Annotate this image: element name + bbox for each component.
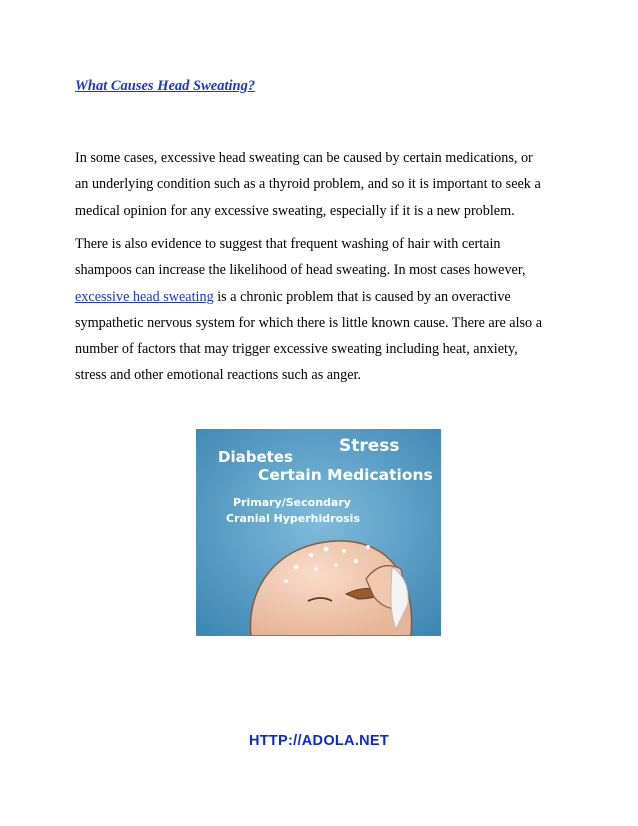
paragraph-text: is a chronic problem that is caused by an overactive — [213, 288, 511, 305]
diabetes-label: Diabetes — [218, 448, 293, 466]
excessive-head-sweating-link[interactable]: excessive head sweating — [75, 288, 214, 305]
paragraph-line: In some cases, excessive head sweating can be caused by certain medications, or — [75, 150, 533, 166]
paragraph-line: an underlying condition such as a thyroid problem, and so it is important to seek a — [75, 176, 541, 193]
primary-secondary-label: Primary/Secondary — [233, 496, 351, 509]
paragraph-line: number of factors that may trigger excessive sweating including heat, anxiety, — [75, 341, 518, 358]
paragraph-line: There is also evidence to suggest that frequent washing of hair with certain — [75, 236, 501, 252]
paragraph-line: stress and other emotional reactions such as anger. — [75, 367, 362, 384]
paragraph-line: sympathetic nervous system for which there is little known cause. There are also a — [75, 314, 542, 331]
paragraph-other-causes — [75, 231, 575, 389]
stress-label: Stress — [339, 436, 400, 456]
paragraph-line: medical opinion for any excessive sweating, especially if it is a new problem. — [75, 202, 515, 219]
medications-label: Certain Medications — [258, 466, 433, 484]
head-sweating-causes-illustration — [196, 429, 441, 636]
paragraph-line: shampoos can increase the likelihood of head sweating. In most cases however, — [75, 262, 526, 279]
paragraph-line — [75, 284, 575, 310]
cranial-hyperhidrosis-label: Cranial Hyperhidrosis — [226, 512, 361, 525]
website-link[interactable]: HTTP://ADOLA.NET — [248, 733, 390, 749]
paragraph-medical-causes — [75, 145, 575, 224]
section-heading: What Causes Head Sweating? — [75, 78, 256, 94]
